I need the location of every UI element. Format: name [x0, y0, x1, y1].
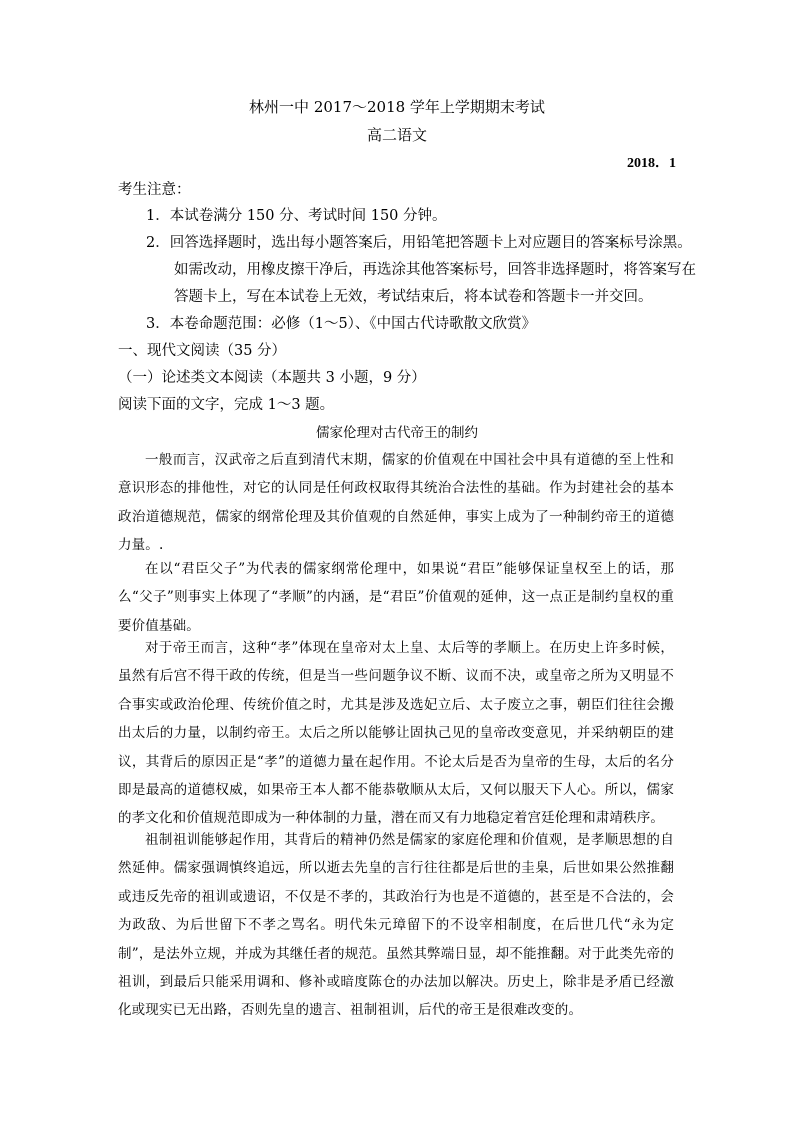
exam-title: 林州一中 2017～2018 学年上学期期末考试	[249, 98, 545, 116]
notice-item-2-line-2: 如需改动，用橡皮擦干净后，再选涂其他答案标号，回答非选择题时，将答案写在	[174, 262, 696, 278]
notice-item-2-line-3: 答题卡上，写在本试卷上无效，考试结束后，将本试卷和答题卡一并交回。	[174, 289, 653, 305]
subject-title: 高二语文	[366, 126, 427, 144]
notice-item-3: 3．本卷命题范围：必修（1～5）、《中国古代诗歌散文欣赏》	[146, 316, 537, 332]
notice-item-2: 2．回答选择题时，选出每小题答案后，用铅笔把答题卡上对应题目的答案标号涂黑。	[146, 235, 692, 251]
section-heading: 一、现代文阅读（35 分）	[118, 343, 287, 359]
article-paragraph: 对于帝王而言，这种“孝”体现在皇帝对太上皇、太后等的孝顺上。在历史上许多时候，虽然有后宫不得干政的传统，但是当一些问题争议不断、议而不决，或皇帝之所为又明显不合事实或政治伦理、传统价值之时，尤其是涉及选妃立后、太子废立之事，朝臣们往往会搬出太后的力量，以制约帝王。太后之所以能够让固执己见的皇帝改变意见，并采纳朝臣的建议，其背后的原因正是“孝”的道德力量在起作用。不论太后是否为皇帝的生母，太后的名分即是最高的道德权威，如果帝王本人都不能恭敬顺从太后，又何以服天下人心。所以，儒家的孝文化和价值规范即成为一种体制的力量，潜在而又有力地稳定着宫廷伦理和肃靖秩序。	[118, 640, 674, 827]
notice-item-1: 1．本试卷满分 150 分、考试时间 150 分钟。	[146, 208, 447, 224]
article-paragraph: 在以“君臣父子”为代表的儒家纲常伦理中，如果说“君臣”能够保证皇权至上的话，那么“父子”则事实上体现了“孝顺”的内涵，是“君臣”价值观的延伸，这一点正是制约皇权的重要价值基础。	[118, 561, 674, 634]
article-title: 儒家伦理对古代帝王的制约	[316, 425, 478, 441]
article-paragraph: 祖制祖训能够起作用，其背后的精神仍然是儒家的家庭伦理和价值观，是孝顺思想的自然延伸。儒家强调慎终追远，所以逝去先皇的言行往往都是后世的圭臬，后世如果公然推翻或违反先帝的祖训或遗诏，不仅是不孝的，其政治行为也是不道德的，甚至是不合法的，会为政敌、为后世留下不孝之骂名。明代朱元璋留下的不设宰相制度，在后世几代“永为定制”，是法外立规，并成为其继任者的规范。虽然其弊端日显，却不能推翻。对于此类先帝的祖训，到最后只能采用调和、修补或暗度陈仓的办法加以解决。历史上，除非是矛盾已经激化或现实已无出路，否则先皇的遗言、祖制祖训，后代的帝王是很难改变的。	[118, 832, 674, 1019]
reading-instruction: 阅读下面的文字，完成 1～3 题。	[118, 397, 335, 413]
article-paragraph: 一般而言，汉武帝之后直到清代末期，儒家的价值观在中国社会中具有道德的至上性和意识形态的排他性，对它的认同是任何政权取得其统治合法性的基础。作为封建社会的基本政治道德规范，儒家的纲常伦理及其价值观的自然延伸，事实上成为了一种制约帝王的道德力量。.	[118, 452, 674, 554]
notice-heading: 考生注意：	[118, 182, 191, 198]
subsection-heading: （一）论述类文本阅读（本题共 3 小题，9 分）	[118, 370, 426, 386]
exam-date: 2018．1	[627, 156, 676, 171]
